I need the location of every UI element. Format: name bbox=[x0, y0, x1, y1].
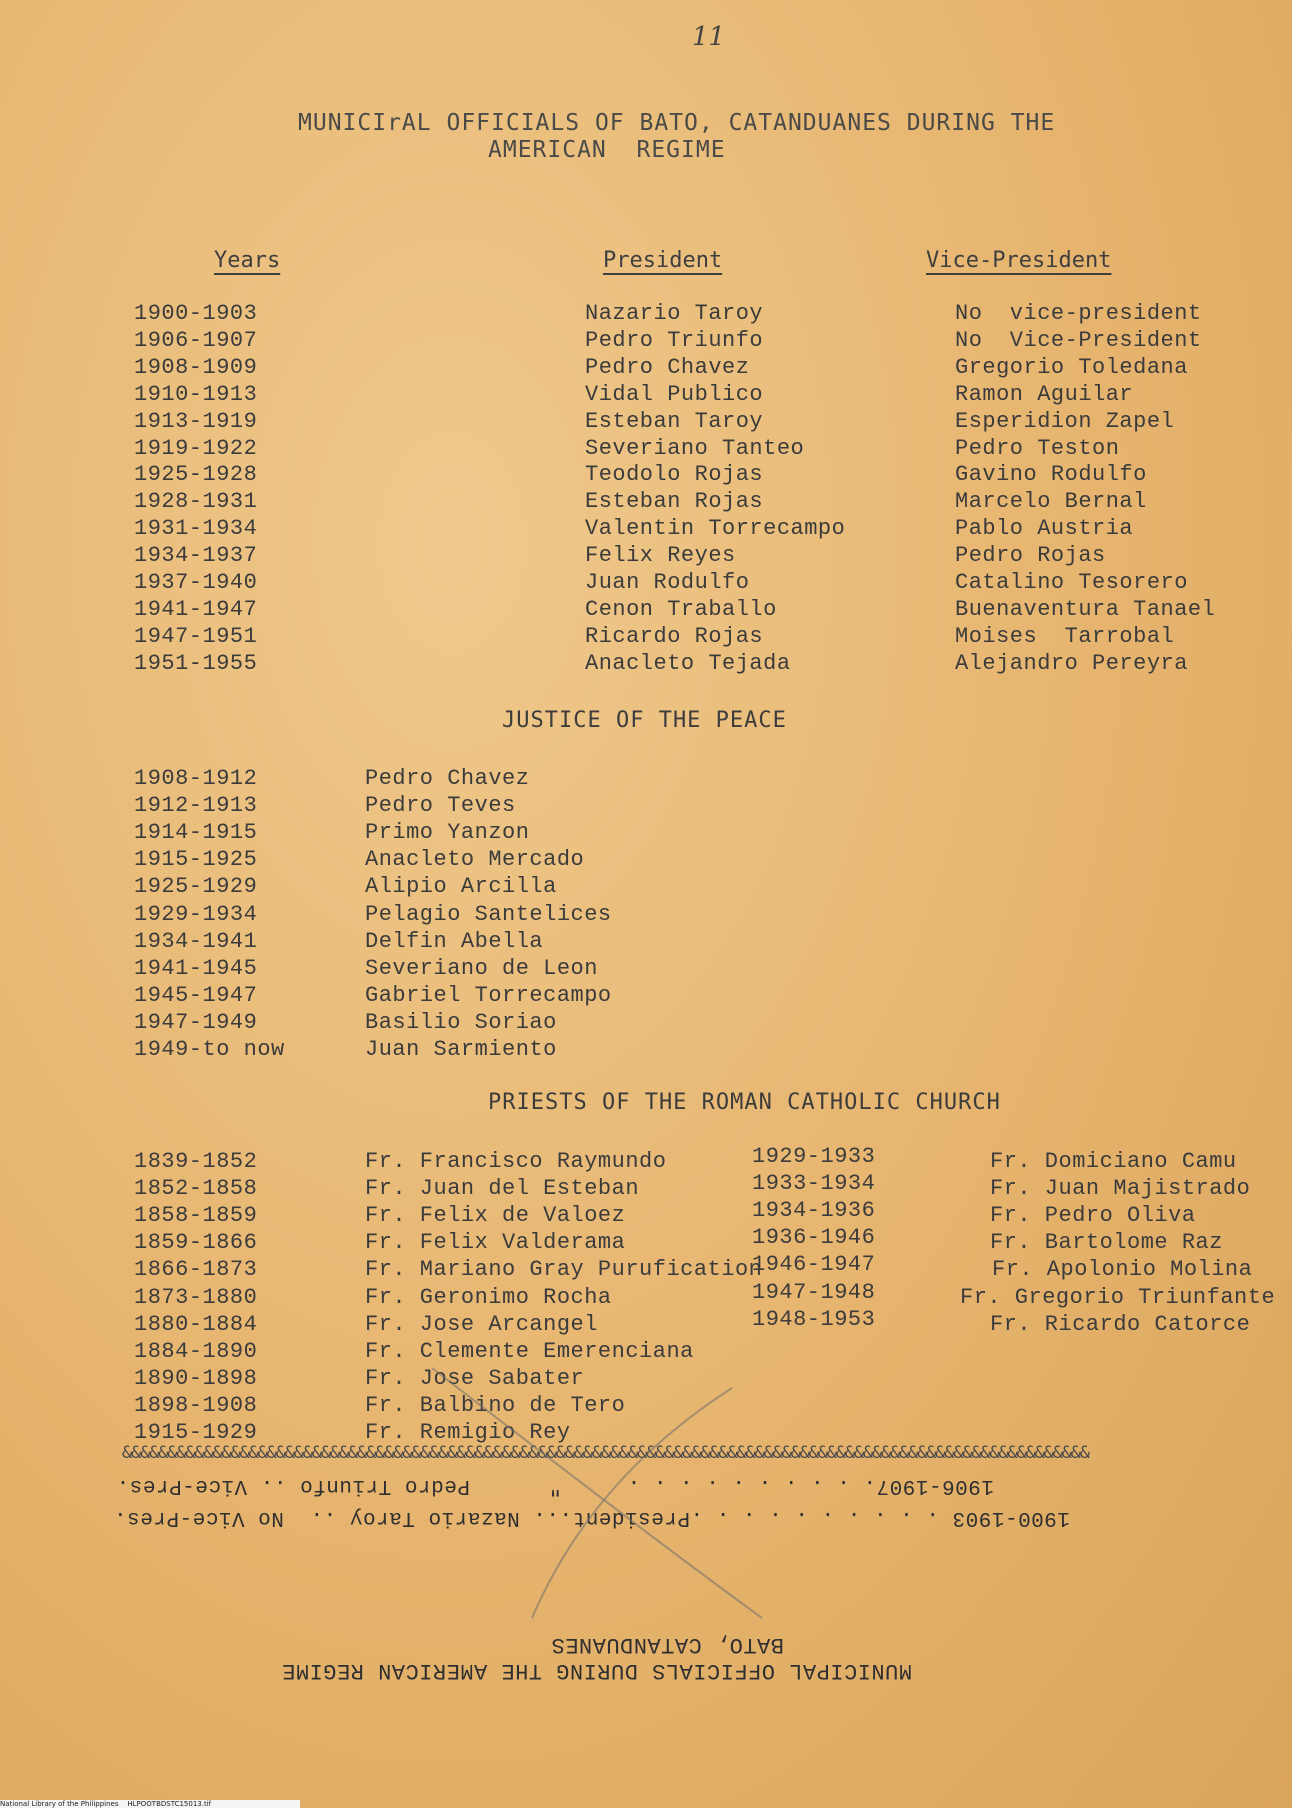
official-president: Pedro Triunfo bbox=[585, 327, 764, 353]
priest-years: 1880-1884 bbox=[134, 1311, 258, 1337]
justice-name: Juan Sarmiento bbox=[365, 1037, 557, 1062]
priest-years: 1890-1898 bbox=[134, 1365, 258, 1391]
justice-years: 1945-1947 bbox=[134, 982, 258, 1008]
page-title-line-1: MUNICIrAL OFFICIALS OF BATO, CATANDUANES DURING THE bbox=[298, 110, 1056, 136]
official-years: 1900-1903 bbox=[134, 301, 258, 326]
priest-name: Fr. Francisco Raymundo bbox=[365, 1149, 667, 1174]
official-president: Severiano Tanteo bbox=[585, 435, 805, 461]
official-vice-president: Buenaventura Tanael bbox=[955, 596, 1216, 622]
official-vice-president: Gregorio Toledana bbox=[955, 354, 1188, 380]
priest-name: Fr. Apolonio Molina bbox=[992, 1257, 1253, 1283]
mirrored-title-2: BATO, CATANDUANES bbox=[551, 1632, 784, 1657]
priest-years: 1933-1934 bbox=[752, 1171, 876, 1197]
official-vice-president: Gavino Rodulfo bbox=[955, 462, 1147, 488]
priest-years: 1866-1873 bbox=[134, 1257, 258, 1283]
official-years: 1919-1922 bbox=[134, 435, 258, 461]
priest-years: 1946-1947 bbox=[752, 1252, 876, 1278]
official-president: Esteban Taroy bbox=[585, 408, 764, 434]
official-years: 1928-1931 bbox=[134, 489, 258, 515]
official-vice-president: Catalino Tesorero bbox=[955, 570, 1188, 595]
justice-years: 1941-1945 bbox=[134, 955, 258, 981]
priest-years: 1873-1880 bbox=[134, 1284, 258, 1310]
official-vice-president: Pedro Teston bbox=[955, 435, 1120, 461]
official-president: Anacleto Tejada bbox=[585, 650, 791, 676]
justice-years: 1914-1915 bbox=[134, 820, 258, 846]
justice-name: Pelagio Santelices bbox=[365, 901, 612, 927]
official-president: Juan Rodulfo bbox=[585, 570, 750, 595]
official-vice-president: Pablo Austria bbox=[955, 516, 1134, 542]
justice-name: Gabriel Torrecampo bbox=[365, 982, 612, 1008]
official-years: 1951-1955 bbox=[134, 650, 258, 676]
priest-name: Fr. Felix Valderama bbox=[365, 1230, 626, 1256]
priest-years: 1934-1936 bbox=[752, 1198, 876, 1224]
official-president: Cenon Traballo bbox=[585, 596, 777, 622]
official-president: Teodolo Rojas bbox=[585, 462, 764, 488]
justice-name: Pedro Teves bbox=[365, 793, 516, 819]
official-years: 1910-1913 bbox=[134, 381, 258, 407]
official-years: 1931-1934 bbox=[134, 516, 258, 542]
official-vice-president: Esperidion Zapel bbox=[955, 408, 1175, 434]
official-vice-president: Ramon Aguilar bbox=[955, 381, 1134, 407]
official-president: Nazario Taroy bbox=[585, 301, 764, 326]
justice-name: Pedro Chavez bbox=[365, 766, 530, 791]
priest-years: 1859-1866 bbox=[134, 1230, 258, 1256]
mirrored-row-2: 1906-1907. . . . . . . . . . " Pedro Triunfo .. Vice-Pres. bbox=[116, 1474, 994, 1497]
official-years: 1934-1937 bbox=[134, 543, 258, 569]
header-years: Years bbox=[214, 248, 281, 273]
priest-years: 1898-1908 bbox=[134, 1392, 258, 1418]
justice-name: Primo Yanzon bbox=[365, 820, 530, 846]
justice-years: 1915-1925 bbox=[134, 847, 258, 873]
priest-name: Fr. Pedro Oliva bbox=[990, 1203, 1196, 1229]
justice-name: Anacleto Mercado bbox=[365, 847, 585, 873]
official-president: Felix Reyes bbox=[585, 543, 736, 569]
priest-years: 1947-1948 bbox=[752, 1279, 876, 1305]
official-years: 1937-1940 bbox=[134, 570, 258, 595]
scan-footer: National Library of the Philippines HLPOOTBDSTC15013.tif bbox=[0, 1800, 300, 1808]
priest-name: Fr. Ricardo Catorce bbox=[990, 1311, 1251, 1337]
priest-years: 1884-1890 bbox=[134, 1338, 258, 1364]
official-vice-president: Moises Tarrobal bbox=[955, 623, 1175, 649]
priest-years: 1852-1858 bbox=[134, 1176, 258, 1202]
justice-name: Delfin Abella bbox=[365, 928, 544, 954]
official-president: Vidal Publico bbox=[585, 381, 764, 407]
justice-years: 1925-1929 bbox=[134, 874, 258, 900]
justice-section-title: JUSTICE OF THE PEACE bbox=[502, 708, 787, 733]
priest-name: Fr. Geronimo Rocha bbox=[365, 1284, 612, 1310]
page-title-line-2: AMERICAN REGIME bbox=[488, 137, 726, 163]
ampersand-divider: &&&&&&&&&&&&&&&&&&&&&&&&&&&&&&&&&&&&&&&&&&&&&&&&&&&&&&&&&&&&&&&&&&&&&&&&&&&&&&&&&&&&&&&&&&&&&&&&&&&&&&&&&&& bbox=[122, 1443, 1089, 1463]
priest-years: 1936-1946 bbox=[752, 1225, 876, 1251]
priest-years: 1929-1933 bbox=[752, 1144, 876, 1169]
official-years: 1908-1909 bbox=[134, 354, 258, 380]
official-years: 1925-1928 bbox=[134, 462, 258, 488]
official-years: 1947-1951 bbox=[134, 623, 258, 649]
official-years: 1941-1947 bbox=[134, 596, 258, 622]
priest-name: Fr. Gregorio Triunfante bbox=[960, 1284, 1276, 1310]
priest-name: Fr. Felix de Valoez bbox=[365, 1203, 626, 1229]
priest-name: Fr. Domiciano Camu bbox=[990, 1149, 1237, 1174]
priest-name: Fr. Juan del Esteban bbox=[365, 1176, 640, 1202]
priest-name: Fr. Remigio Rey bbox=[365, 1420, 571, 1445]
priest-name: Fr. Juan Majistrado bbox=[990, 1176, 1251, 1202]
justice-years: 1947-1949 bbox=[134, 1009, 258, 1035]
official-vice-president: No vice-president bbox=[955, 301, 1202, 326]
mirrored-row-1: 1900-1903 . . . . . . . . . .President... Nazario Taroy .. No Vice-Pres. bbox=[113, 1506, 1070, 1529]
priest-name: Fr. Balbino de Tero bbox=[365, 1392, 626, 1418]
priest-years: 1839-1852 bbox=[134, 1149, 258, 1174]
priest-name: Fr. Jose Arcangel bbox=[365, 1311, 598, 1337]
justice-years: 1908-1912 bbox=[134, 766, 258, 791]
mirrored-title-1: MUNICIPAL OFFICIALS DURING THE AMERICAN REGIME bbox=[281, 1658, 912, 1683]
header-president: President bbox=[603, 248, 723, 273]
official-president: Esteban Rojas bbox=[585, 489, 764, 515]
official-president: Valentin Torrecampo bbox=[585, 516, 846, 542]
priest-name: Fr. Mariano Gray Purufication bbox=[365, 1257, 763, 1283]
official-president: Ricardo Rojas bbox=[585, 623, 764, 649]
priest-name: Fr. Bartolome Raz bbox=[990, 1230, 1223, 1256]
priest-years: 1948-1953 bbox=[752, 1306, 876, 1332]
priest-name: Fr. Clemente Emerenciana bbox=[365, 1338, 694, 1364]
justice-years: 1912-1913 bbox=[134, 793, 258, 819]
priest-years: 1858-1859 bbox=[134, 1203, 258, 1229]
official-years: 1906-1907 bbox=[134, 327, 258, 353]
official-years: 1913-1919 bbox=[134, 408, 258, 434]
priest-years: 1915-1929 bbox=[134, 1420, 258, 1445]
justice-name: Severiano de Leon bbox=[365, 955, 598, 981]
official-vice-president: No Vice-President bbox=[955, 327, 1202, 353]
priest-name: Fr. Jose Sabater bbox=[365, 1365, 585, 1391]
official-vice-president: Alejandro Pereyra bbox=[955, 650, 1188, 676]
priests-section-title: PRIESTS OF THE ROMAN CATHOLIC CHURCH bbox=[488, 1090, 1001, 1115]
page-number: 11 bbox=[692, 22, 726, 52]
justice-name: Basilio Soriao bbox=[365, 1009, 557, 1035]
header-vice-president: Vice-President bbox=[926, 248, 1112, 273]
official-vice-president: Pedro Rojas bbox=[955, 543, 1106, 569]
official-vice-president: Marcelo Bernal bbox=[955, 489, 1147, 515]
justice-name: Alipio Arcilla bbox=[365, 874, 557, 900]
justice-years: 1934-1941 bbox=[134, 928, 258, 954]
justice-years: 1929-1934 bbox=[134, 901, 258, 927]
justice-years: 1949-to now bbox=[134, 1037, 285, 1062]
official-president: Pedro Chavez bbox=[585, 354, 750, 380]
